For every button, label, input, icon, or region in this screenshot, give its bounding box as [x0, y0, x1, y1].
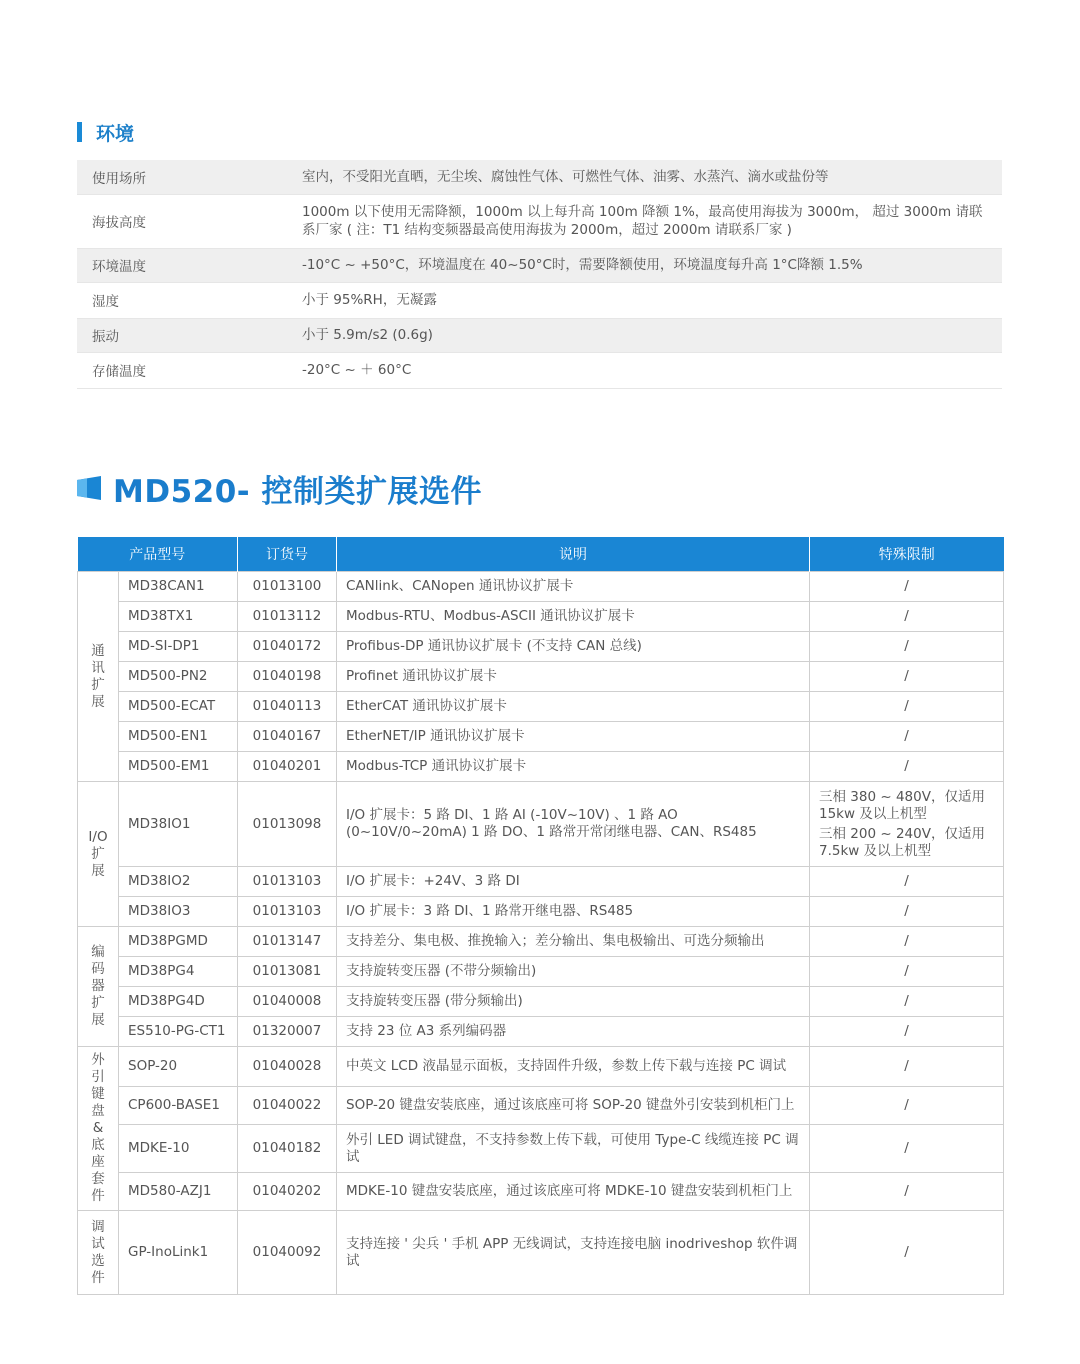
cell-desc: Profibus-DP 通讯协议扩展卡 (不支持 CAN 总线) — [337, 632, 810, 662]
cell-code: 01040113 — [238, 692, 337, 722]
heading-marker — [77, 122, 82, 142]
table-row — [78, 752, 1004, 782]
cell-code: 01013103 — [238, 867, 337, 897]
cell-desc: 支持旋转变压器 (带分频输出) — [337, 987, 810, 1017]
cell-limit: / — [810, 602, 1004, 632]
table-row — [78, 867, 1004, 897]
table-header — [78, 537, 1004, 572]
cell-limit: / — [810, 867, 1004, 897]
cell-limit: / — [810, 1173, 1004, 1211]
cell-limit: / — [810, 692, 1004, 722]
cell-code: 01040202 — [238, 1173, 337, 1211]
cell-model: MD38PGMD — [119, 927, 238, 957]
env-key: 使用场所 — [77, 160, 287, 194]
environment-table — [77, 160, 1002, 389]
cell-model: MD38TX1 — [119, 602, 238, 632]
cell-limit: / — [810, 752, 1004, 782]
cell-limit: / — [810, 1017, 1004, 1047]
cell-desc: 中英文 LCD 液晶显示面板，支持固件升级，参数上传下载与连接 PC 调试 — [337, 1047, 810, 1087]
cell-limit: / — [810, 1125, 1004, 1173]
env-value: 小于 95%RH，无凝露 — [287, 282, 1002, 318]
cell-code: 01013103 — [238, 897, 337, 927]
cell-limit: / — [810, 897, 1004, 927]
env-key: 振动 — [77, 318, 287, 352]
cell-model: MD38PG4D — [119, 987, 238, 1017]
group-io: I/O扩展 — [78, 782, 119, 927]
cell-model: SOP-20 — [119, 1047, 238, 1087]
cell-limit: / — [810, 572, 1004, 602]
table-row — [78, 782, 1004, 867]
cell-code: 01040008 — [238, 987, 337, 1017]
cell-limit: / — [810, 1087, 1004, 1125]
table-row — [78, 1173, 1004, 1211]
table-row — [78, 1125, 1004, 1173]
cell-code: 01040167 — [238, 722, 337, 752]
cell-code: 01013100 — [238, 572, 337, 602]
cell-code: 01013081 — [238, 957, 337, 987]
environment-title: 环境 — [96, 122, 135, 145]
cell-limit: / — [810, 722, 1004, 752]
cell-desc: Modbus-RTU、Modbus-ASCII 通讯协议扩展卡 — [337, 602, 810, 632]
cell-desc: Modbus-TCP 通讯协议扩展卡 — [337, 752, 810, 782]
env-key: 环境温度 — [77, 248, 287, 282]
cell-model: MDKE-10 — [119, 1125, 238, 1173]
cell-limit: / — [810, 1047, 1004, 1087]
env-value: -20°C ~ ＋ 60°C — [287, 352, 1002, 388]
table-row — [78, 957, 1004, 987]
env-value: -10°C ~ +50°C，环境温度在 40~50°C时，需要降额使用，环境温度每升高 1°C降额 1.5% — [287, 248, 1002, 282]
env-row — [77, 318, 1002, 352]
env-row — [77, 194, 1002, 248]
table-row — [78, 987, 1004, 1017]
table-row — [78, 572, 1004, 602]
section-heading — [77, 466, 482, 510]
cell-code: 01040172 — [238, 632, 337, 662]
cell-desc: EtherCAT 通讯协议扩展卡 — [337, 692, 810, 722]
cell-desc: I/O 扩展卡：+24V、3 路 DI — [337, 867, 810, 897]
cell-desc: 支持差分、集电极、推挽输入；差分输出、集电极输出、可选分频输出 — [337, 927, 810, 957]
cell-desc: EtherNET/IP 通讯协议扩展卡 — [337, 722, 810, 752]
cell-limit: / — [810, 632, 1004, 662]
limit-line-1: 三相 380 ~ 480V，仅适用 15kw 及以上机型 — [819, 788, 985, 822]
env-row — [77, 160, 1002, 194]
cell-desc: 支持 23 位 A3 系列编码器 — [337, 1017, 810, 1047]
cell-desc: 支持连接 ' 尖兵 ' 手机 APP 无线调试，支持连接电脑 inodriveshop 软件调试 — [337, 1211, 810, 1295]
group-debug: 调试选件 — [78, 1211, 119, 1295]
table-row — [78, 1017, 1004, 1047]
cell-code: 01040201 — [238, 752, 337, 782]
cell-limit: / — [810, 1211, 1004, 1295]
env-row — [77, 248, 1002, 282]
table-row — [78, 1087, 1004, 1125]
cell-desc: 支持旋转变压器 (不带分频输出) — [337, 957, 810, 987]
env-key: 存储温度 — [77, 352, 287, 388]
cell-model: MD38PG4 — [119, 957, 238, 987]
table-row — [78, 662, 1004, 692]
section-marker-icon — [77, 476, 101, 500]
group-encoder: 编码器扩展 — [78, 927, 119, 1047]
cell-model: MD500-ECAT — [119, 692, 238, 722]
cell-code: 01320007 — [238, 1017, 337, 1047]
cell-code: 01040092 — [238, 1211, 337, 1295]
cell-desc: MDKE-10 键盘安装底座，通过该底座可将 MDKE-10 键盘安装到机柜门上 — [337, 1173, 810, 1211]
environment-heading — [77, 118, 134, 146]
cell-code: 01013112 — [238, 602, 337, 632]
env-row — [77, 282, 1002, 318]
table-row — [78, 602, 1004, 632]
header-limit: 特殊限制 — [810, 537, 1004, 572]
group-keypad: 外引键盘&底座套件 — [78, 1047, 119, 1211]
cell-desc: SOP-20 键盘安装底座，通过该底座可将 SOP-20 键盘外引安装到机柜门上 — [337, 1087, 810, 1125]
cell-model: MD38CAN1 — [119, 572, 238, 602]
cell-desc: I/O 扩展卡：3 路 DI、1 路常开继电器、RS485 — [337, 897, 810, 927]
cell-model: ES510-PG-CT1 — [119, 1017, 238, 1047]
cell-limit: / — [810, 662, 1004, 692]
cell-desc: 外引 LED 调试键盘，不支持参数上传下载，可使用 Type-C 线缆连接 PC 调试 — [337, 1125, 810, 1173]
cell-code: 01013098 — [238, 782, 337, 867]
cell-model: MD38IO2 — [119, 867, 238, 897]
section-title: MD520- 控制类扩展选件 — [113, 473, 482, 510]
cell-code: 01040182 — [238, 1125, 337, 1173]
table-row — [78, 1047, 1004, 1087]
env-row — [77, 352, 1002, 388]
table-row — [78, 692, 1004, 722]
cell-model: MD-SI-DP1 — [119, 632, 238, 662]
table-row — [78, 722, 1004, 752]
cell-model: MD38IO3 — [119, 897, 238, 927]
cell-model: MD500-EM1 — [119, 752, 238, 782]
cell-model: MD500-EN1 — [119, 722, 238, 752]
table-row — [78, 927, 1004, 957]
cell-desc: I/O 扩展卡：5 路 DI、1 路 AI (-10V~10V) 、1 路 AO (0~10V/0~20mA) 1 路 DO、1 路常开常闭继电器、CAN、RS485 — [337, 782, 810, 867]
env-value: 室内，不受阳光直晒，无尘埃、腐蚀性气体、可燃性气体、油雾、水蒸汽、滴水或盐份等 — [287, 160, 1002, 194]
env-key: 湿度 — [77, 282, 287, 318]
cell-model: GP-InoLink1 — [119, 1211, 238, 1295]
env-value: 小于 5.9m/s2 (0.6g) — [287, 318, 1002, 352]
header-code: 订货号 — [238, 537, 337, 572]
cell-limit: / — [810, 957, 1004, 987]
cell-desc: Profinet 通讯协议扩展卡 — [337, 662, 810, 692]
cell-code: 01013147 — [238, 927, 337, 957]
cell-model: MD38IO1 — [119, 782, 238, 867]
table-row — [78, 1211, 1004, 1295]
cell-desc: CANlink、CANopen 通讯协议扩展卡 — [337, 572, 810, 602]
options-table — [77, 537, 1004, 1295]
cell-code: 01040028 — [238, 1047, 337, 1087]
header-model: 产品型号 — [78, 537, 238, 572]
cell-model: CP600-BASE1 — [119, 1087, 238, 1125]
env-key: 海拔高度 — [77, 194, 287, 248]
cell-code: 01040022 — [238, 1087, 337, 1125]
env-value: 1000m 以下使用无需降额，1000m 以上每升高 100m 降额 1%，最高使用海拔为 3000m， 超过 3000m 请联系厂家 ( 注：T1 结构变频器最高使用海拔为 2000m，超过 2000m 请联系厂家 ) — [287, 194, 1002, 248]
cell-limit: / — [810, 927, 1004, 957]
table-row — [78, 632, 1004, 662]
table-row — [78, 897, 1004, 927]
cell-code: 01040198 — [238, 662, 337, 692]
limit-line-2: 三相 200 ~ 240V，仅适用 7.5kw 及以上机型 — [819, 825, 985, 859]
group-comm: 通讯扩展 — [78, 572, 119, 782]
cell-model: MD580-AZJ1 — [119, 1173, 238, 1211]
cell-limit — [810, 782, 1004, 867]
cell-limit: / — [810, 987, 1004, 1017]
cell-model: MD500-PN2 — [119, 662, 238, 692]
header-desc: 说明 — [337, 537, 810, 572]
